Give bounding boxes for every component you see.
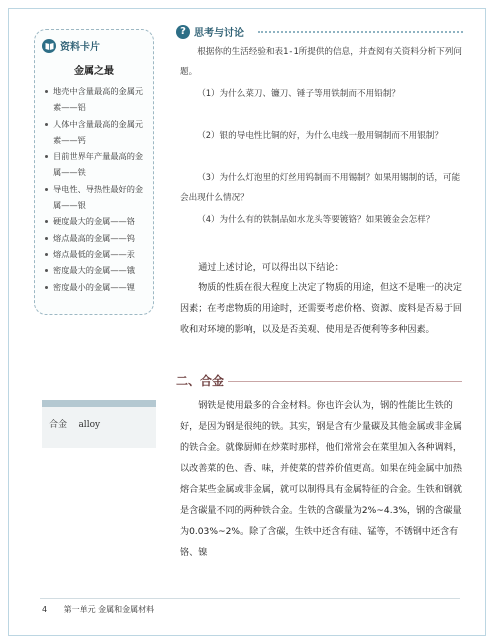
list-item: 密度最小的金属——锂 [45, 279, 151, 295]
card-header [42, 38, 100, 53]
list-item: 地壳中含量最高的金属元素——铝 [45, 83, 151, 116]
discussion-question: （3）为什么灯泡里的灯丝用钨制而不用锡制？如果用锡制的话，可能会出现什么情况？ [180, 173, 461, 203]
discussion-question: （1）为什么菜刀、镰刀、锤子等用铁制而不用铅制？ [197, 89, 401, 99]
list-item: 硬度最大的金属——铬 [45, 213, 151, 229]
section-divider [228, 381, 462, 382]
fact-list [45, 83, 151, 295]
discussion-intro: 根据你的生活经验和表1-1所提供的信息，并查阅有关资料分析下列问题。 [180, 47, 462, 77]
list-item: 人体中含量最高的金属元素——钙 [45, 116, 151, 149]
conclusion-text: 物质的性质在很大程度上决定了物质的用途，但这不是唯一的决定因素；在考虑物质的用途时，还需要考虑价格、资源、废料是否易于回收和对环境的影响，以及是否美观、使用是否便利等多种因素。 [180, 283, 462, 335]
footer-divider [40, 598, 460, 599]
section-body: 钢铁是使用最多的合金材料。你也许会认为，钢的性能比生铁的好，是因为钢是很纯的铁。其实，钢是含有少量碳及其他金属或非金属的铁合金。就像厨师在炒菜时那样，他们常常会在菜里加入各种调料，以改善菜的色、香、味，并使菜的营养价值更高。如果在纯金属中加热熔合某些金属或非金属，就可以制得具有金属特征的合金。生铁和钢就是含碳量不同的两种铁合金。生铁的含碳量为2%~4.3%，钢的含碳量为0.03%~2%。除了含碳，生铁中还含有硅、锰等，不锈钢中还含有铬、镍 [180, 401, 462, 558]
card-label: 资料卡片 [60, 42, 100, 53]
glossary-term: 合金 alloy [49, 420, 101, 430]
list-item: 导电性、导热性最好的金属——银 [45, 181, 151, 214]
page-number: 4 [42, 605, 48, 614]
conclusion-lead: 通过上述讨论，可以得出以下结论： [198, 263, 344, 273]
discussion-question: （4）为什么有的铁制品如水龙头等要镀铬？如果镀金会怎样？ [197, 215, 435, 225]
page-footer [42, 604, 154, 615]
discussion-question: （2）银的导电性比铜的好，为什么电线一般用铜制而不用银制？ [197, 131, 443, 141]
section-title: 二、合金 [176, 374, 225, 388]
unit-title: 第一单元 金属和金属材料 [63, 605, 155, 614]
list-item: 熔点最低的金属——汞 [45, 246, 151, 262]
glossary-box [42, 400, 156, 448]
discussion-header [176, 24, 244, 39]
question-icon: ? [176, 25, 190, 39]
list-item: 熔点最高的金属——钨 [45, 230, 151, 246]
card-title: 金属之最 [74, 66, 114, 77]
list-item: 密度最大的金属——锇 [45, 262, 151, 278]
discussion-title: 思考与讨论 [194, 28, 244, 39]
info-card [34, 29, 154, 315]
discussion-divider [258, 31, 463, 33]
book-icon [42, 39, 56, 53]
list-item: 目前世界年产量最高的金属——铁 [45, 148, 151, 181]
